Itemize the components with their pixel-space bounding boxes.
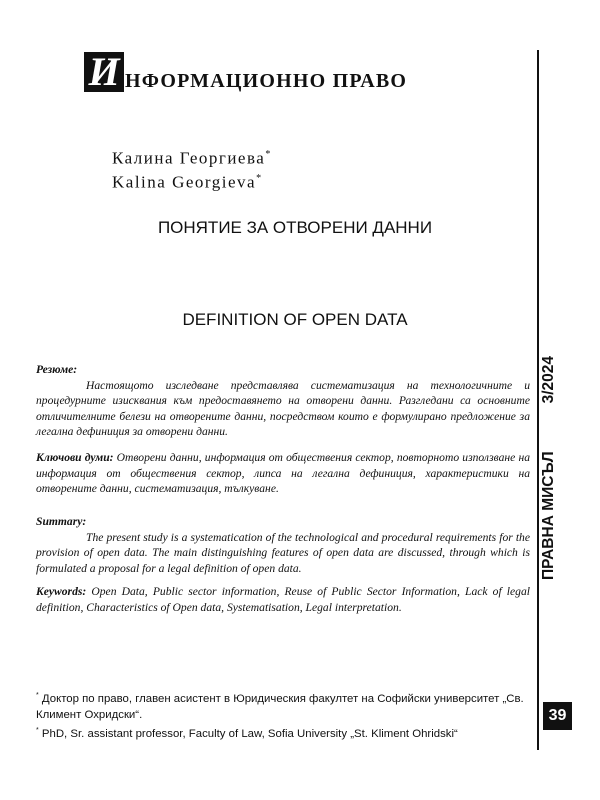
resume-label: Резюме: (36, 363, 78, 376)
section-title: НФОРМАЦИОННО ПРАВО (125, 70, 408, 92)
keywords-bg-block (36, 450, 530, 497)
article-title-bg: ПОНЯТИЕ ЗА ОТВОРЕНИ ДАННИ (157, 218, 433, 237)
page-number: 39 (543, 702, 572, 730)
section-initial: И (84, 52, 124, 92)
summary-text: The present study is a systematication of the technological and procedural requirements for the provision of open data. The main distinguishing features of open data are discussed, through which is formulated a proposal for a legal definition of open data. (36, 530, 530, 575)
footnote-en: * PhD, Sr. assistant professor, Faculty of Law, Sofia University „St. Kliment Ohridski“ (36, 726, 458, 740)
author-bg: Калина Георгиева* (112, 148, 272, 168)
article-title-en: DEFINITION OF OPEN DATA (182, 310, 408, 329)
keywords-bg-text: Отворени данни, информация от обществения сектор, повторното използване на информация от обществения сектор, липса на легална дефиниция, характеристики на отворените данни, систематизация, тълкуване. (36, 451, 530, 495)
authors (112, 145, 272, 192)
keywords-en-label: Keywords: (36, 585, 87, 598)
journal-issue: 3/2024 (540, 355, 557, 404)
journal-name: ПРАВНА МИСЪЛ (540, 451, 557, 580)
keywords-bg-label: Ключови думи: (36, 451, 114, 464)
resume-block (36, 362, 530, 440)
section-header (84, 49, 408, 94)
summary-label: Summary: (36, 515, 87, 528)
author-en: Kalina Georgieva* (112, 172, 263, 192)
footnote-bg: * Доктор по право, главен асистент в Юридическия факултет на Софийски университет „Св. Климент Охридски“. (36, 692, 524, 721)
journal-sidebar (537, 355, 561, 590)
resume-text: Настоящото изследване представлява систематизация на технологичните и процедурните изисквания към предоставянето на отворени данни. Разгледани са основните отличителните белези на отворените данни, посредством които е формулирано предложение за легална дефиниция за отворени данни. (36, 378, 530, 438)
footnotes (36, 688, 536, 742)
keywords-en-text: Open Data, Public sector information, Reuse of Public Sector Information, Lack of legal definition, Characteristics of Open data, Systematisation, Legal interpretation. (36, 585, 530, 614)
summary-block (36, 514, 530, 576)
keywords-en-block (36, 584, 530, 615)
